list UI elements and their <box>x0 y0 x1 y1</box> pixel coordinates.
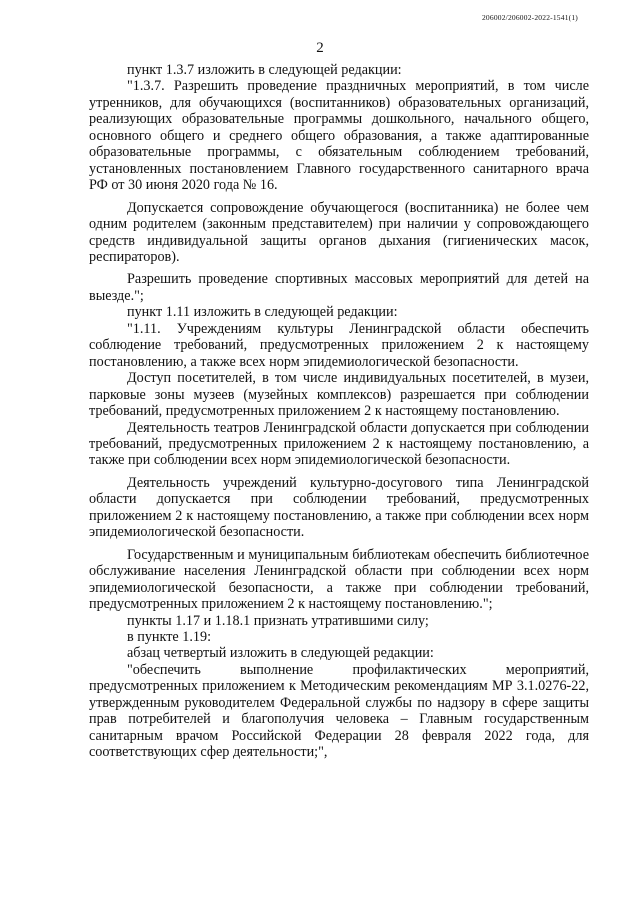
paragraph: "обеспечить выполнение профилактических мероприятий, предусмотренных приложением к Методическим рекомендациям МР 3.1.0276-22, утвержденным руководителем Федеральной службы по надзору в сфере защиты прав потребителей и благополучия человека – Главным государственным санитарным врачом Российской Федерации 28 февраля 2022 года, для соответствующих сфер деятельности;", <box>89 661 589 761</box>
paragraph: абзац четвертый изложить в следующей редакции: <box>127 645 434 662</box>
paragraph: в пункте 1.19: <box>127 628 212 645</box>
paragraph: пункт 1.11 изложить в следующей редакции: <box>127 304 398 321</box>
paragraph: "1.3.7. Разрешить проведение праздничных мероприятий, в том числе утренников, для обучающихся (воспитанников) образовательных организаций, реализующих образовательные программы дошкольного, начального общего, основного общего и среднего общего образования, а также адаптированные образовательные программы, с обязательным соблюдением требований, установленных постановлением Главного государственного санитарного врача РФ от 30 июня 2020 года № 16. <box>89 78 589 194</box>
paragraph: Разрешить проведение спортивных массовых мероприятий для детей на выезде."; <box>89 271 589 304</box>
paragraph: Государственным и муниципальным библиотекам обеспечить библиотечное обслуживание населения Ленинградской области при соблюдении всех норм эпидемиологической безопасности, а также при соблюдении требований, предусмотренных приложением 2 к настоящему постановлению."; <box>89 546 589 613</box>
paragraph: пункт 1.3.7 изложить в следующей редакции: <box>127 62 402 78</box>
paragraph: Допускается сопровождение обучающегося (воспитанника) не более чем одним родителем (законным представителем) при наличии у сопровождающего средств индивидуальной защиты органов дыхания (гигиенических масок, респираторов). <box>89 199 589 265</box>
document-registration-number: 206002/206002-2022-1541(1) <box>481 13 578 22</box>
paragraph: Доступ посетителей, в том числе индивидуальных посетителей, в музеи, парковые зоны музеев (музейных комплексов) разрешается при соблюдении требований, предусмотренных приложением 2 к настоящему постановлению. <box>89 370 589 420</box>
page-number: 2 <box>316 40 324 56</box>
paragraph: "1.11. Учреждениям культуры Ленинградской области обеспечить соблюдение требований, предусмотренных приложением 2 к настоящему постановлению, а также всех норм эпидемиологической безопасности. <box>89 320 589 370</box>
paragraph: пункты 1.17 и 1.18.1 признать утратившими силу; <box>127 612 429 629</box>
paragraph: Деятельность театров Ленинградской области допускается при соблюдении требований, предусмотренных приложением 2 к настоящему постановлению, а также при соблюдении всех норм эпидемиологической безопасности. <box>89 419 589 469</box>
paragraph: Деятельность учреждений культурно-досугового типа Ленинградской области допускается при соблюдении требований, предусмотренных приложением 2 к настоящему постановлению, а также при соблюдении всех норм эпидемиологической безопасности. <box>89 474 589 541</box>
document-body <box>89 62 589 761</box>
